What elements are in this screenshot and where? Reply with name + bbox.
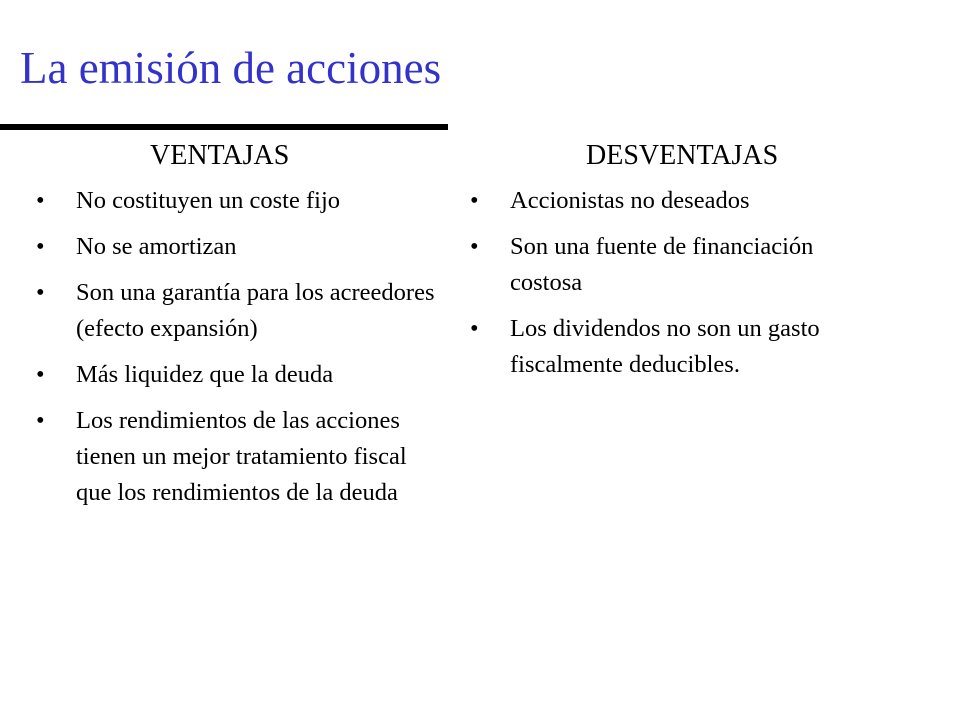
bullet-icon: • <box>36 361 45 388</box>
bullet-icon: • <box>470 315 479 342</box>
desventajas-list <box>470 183 870 393</box>
ventajas-item-text: Más liquidez que la deuda <box>76 361 334 388</box>
bullet-icon: • <box>36 187 45 214</box>
ventajas-item-text: Los rendimientos de las acciones tienen un mejor tratamiento fiscal que los rendimientos de la deuda <box>76 407 407 506</box>
ventajas-item <box>36 403 436 511</box>
ventajas-item-text: No costituyen un coste fijo <box>76 187 341 214</box>
ventajas-item <box>36 183 436 219</box>
bullet-icon: • <box>36 279 45 306</box>
desventajas-item-text: Son una fuente de financiación costosa <box>510 233 814 296</box>
ventajas-item-text: No se amortizan <box>76 233 237 260</box>
slide-title: La emisión de acciones <box>20 43 442 93</box>
ventajas-item <box>36 357 436 393</box>
ventajas-item <box>36 229 436 265</box>
desventajas-heading: DESVENTAJAS <box>586 140 779 171</box>
bullet-icon: • <box>470 187 479 214</box>
bullet-icon: • <box>36 233 45 260</box>
bullet-icon: • <box>470 233 479 260</box>
ventajas-item <box>36 275 436 347</box>
desventajas-item <box>470 311 870 383</box>
ventajas-list <box>36 183 436 521</box>
bullet-icon: • <box>36 407 45 434</box>
desventajas-item-text: Los dividendos no son un gasto fiscalmente deducibles. <box>510 315 820 378</box>
desventajas-item <box>470 183 870 219</box>
desventajas-item-text: Accionistas no deseados <box>510 187 750 214</box>
ventajas-item-text: Son una garantía para los acreedores (efecto expansión) <box>76 279 435 342</box>
desventajas-item <box>470 229 870 301</box>
title-underline <box>0 124 448 130</box>
ventajas-heading: VENTAJAS <box>150 140 290 171</box>
